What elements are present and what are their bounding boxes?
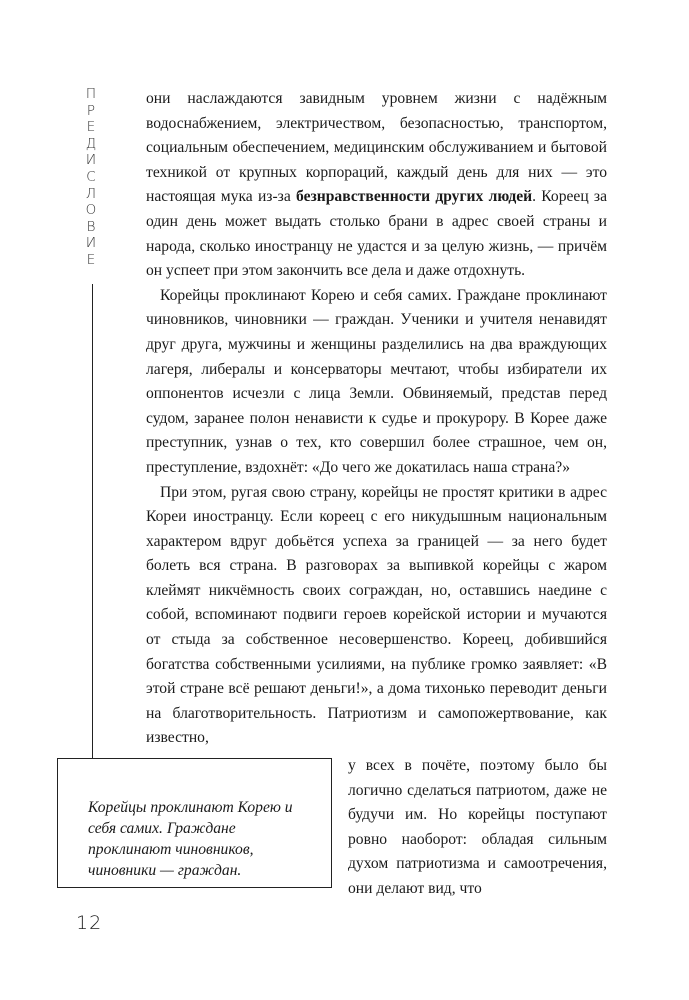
pull-quote-box <box>57 758 332 888</box>
running-title-letter: Е <box>86 251 96 268</box>
running-title-letter: Е <box>86 119 96 136</box>
running-title <box>84 86 98 269</box>
bold-phrase: безнравственности других людей <box>295 188 533 206</box>
running-title-letter: Д <box>85 135 97 152</box>
paragraph-1-text-end: . Кореец за один день может выдать столько брани в адрес своей страны и народа, сколько иностранцу не удастся и за целую жизнь, — причём он успеет при этом закончить все дела и даже отдохнуть. <box>146 188 607 280</box>
paragraph-1 <box>146 87 607 284</box>
running-title-letter: Л <box>85 185 97 202</box>
running-title-letter: О <box>85 202 97 219</box>
paragraph-1-text: они наслаждаются завидным уровнем жизни с надёжным водоснабжением, электричеством, безопасностью, транспортом, социальным обеспечением, медицинским обслуживанием и бытовой техникой от крупных корпораций, каждый день для них — это настоящая мука из-за <box>146 90 607 206</box>
running-title-letter: И <box>85 152 97 169</box>
body-text <box>146 87 607 751</box>
paragraph-3: При этом, ругая свою страну, корейцы не простят критики в адрес Кореи иностранцу. Если кореец с его никудышным национальным характером вдруг добьётся успеха за границей — за него будет болеть вся страна. В разговорах за выпивкой корейцы с жаром клеймят никчёмность своих сограждан, но, оставшись наедине с собой, вспоминают подвиги героев корейской истории и мучаются от стыда за собственное несовершенство. Кореец, добившийся богатства собственными усилиями, на публике громко заявляет: «В этой стране всё решают деньги!», а дома тихонько переводит деньги на благотворительность. Патриотизм и самопожертвование, как известно, <box>146 483 607 747</box>
running-title-letter: И <box>85 235 97 252</box>
running-title-letter: С <box>86 168 96 185</box>
pull-quote: Корейцы проклинают Корею и себя самих. Граждане проклинают чиновников, чиновники — граждан. <box>88 799 293 879</box>
running-title-letter: В <box>86 218 96 235</box>
running-title-letter: П <box>85 86 97 102</box>
running-title-letter: Р <box>86 102 96 119</box>
paragraph-3-continuation: у всех в почёте, поэтому было бы логично сделаться патриотом, даже не будучи им. Но корейцы поступают ровно наоборот: обладая сильным духом патриотизма и самоотречения, они делают вид, что <box>348 757 607 897</box>
paragraph-2: Корейцы проклинают Корею и себя самих. Граждане проклинают чиновников, чиновники — граждан. Ученики и учителя ненавидят друг друга, мужчины и женщины разделились на два враждующих лагеря, либералы и консерваторы мечтают, чтобы избиратели их оппонентов исчезли с лица Земли. Обвиняемый, представ перед судом, заранее полон ненависти к судье и прокурору. В Корее даже преступник, узнав о тех, кто совершил более страшное, чем он, преступление, вздохнёт: «До чего же докатилась наша страна?» <box>146 286 607 476</box>
page-number: 12 <box>76 912 103 934</box>
vertical-rule <box>92 284 93 758</box>
